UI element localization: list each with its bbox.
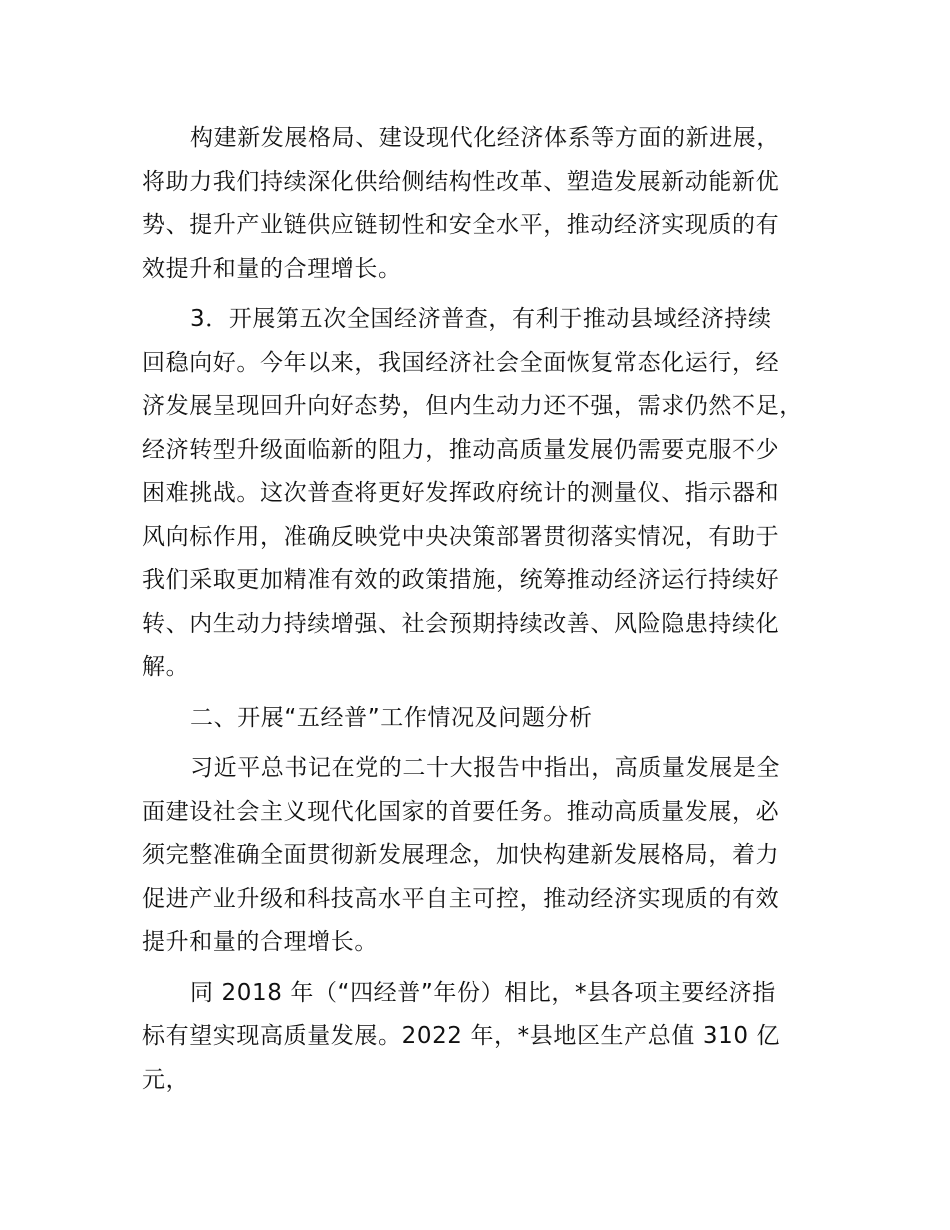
text-line: 构建新发展格局、建设现代化经济体系等方面的新进展， — [190, 125, 780, 151]
text-line: 我们采取更加精准有效的政策措施，统筹推动经济运行持续好 — [142, 567, 780, 593]
text-line: 将助力我们持续深化供给侧结构性改革、塑造发展新动能新优 — [142, 168, 780, 195]
text-line: 解。 — [142, 654, 190, 680]
document-body — [142, 117, 842, 1102]
paragraph-3 — [142, 747, 842, 965]
text-line: 须完整准确全面贯彻新发展理念，加快构建新发展格局，着力 — [142, 842, 780, 868]
text-line: 标有望实现高质量发展。2022 年，*县地区生产总值 310 亿 — [142, 1023, 781, 1049]
text-line: 困难挑战。这次普查将更好发挥政府统计的测量仪、指示器和 — [142, 480, 780, 506]
text-line: 面建设社会主义现代化国家的首要任务。推动高质量发展，必 — [142, 798, 780, 825]
text-line: 效提升和量的合理增长。 — [142, 255, 402, 282]
text-line: 同 2018 年（“四经普”年份）相比，*县各项主要经济指 — [190, 979, 776, 1006]
text-line: 3．开展第五次全国经济普查，有利于推动县域经济持续 — [190, 306, 772, 332]
text-line: 促进产业升级和科技高水平自主可控，推动经济实现质的有效 — [142, 885, 780, 912]
paragraph-2 — [142, 298, 842, 690]
text-line: 元， — [142, 1066, 190, 1093]
paragraph-4 — [142, 972, 842, 1103]
text-line: 济发展呈现回升向好态势，但内生动力还不强，需求仍然不足， — [142, 393, 803, 419]
text-line: 经济转型升级面临新的阻力，推动高质量发展仍需要克服不少 — [142, 436, 780, 463]
text-line: 势、提升产业链供应链韧性和安全水平，推动经济实现质的有 — [142, 212, 780, 238]
text-line: 转、内生动力持续增强、社会预期持续改善、风险隐患持续化 — [142, 610, 780, 637]
text-line: 风向标作用，准确反映党中央决策部署贯彻落实情况，有助于 — [142, 523, 780, 550]
text-line: 回稳向好。今年以来，我国经济社会全面恢复常态化运行，经 — [142, 349, 780, 376]
paragraph-1 — [142, 117, 842, 291]
section-heading — [142, 697, 842, 741]
section-heading-text: 二、开展“五经普”工作情况及问题分析 — [190, 704, 593, 731]
text-line: 习近平总书记在党的二十大报告中指出，高质量发展是全 — [190, 755, 780, 781]
text-line: 提升和量的合理增长。 — [142, 929, 378, 955]
